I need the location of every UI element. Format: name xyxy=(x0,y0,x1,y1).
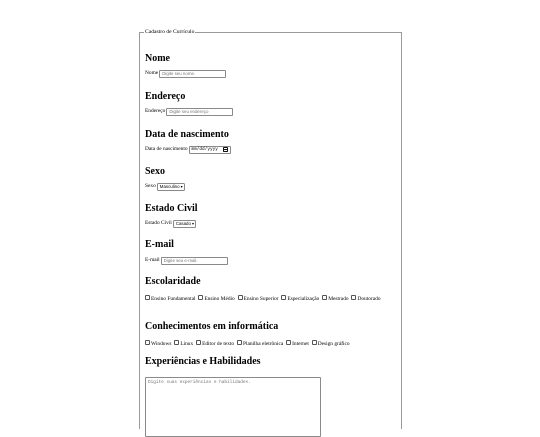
label-endereco: Endereço xyxy=(145,108,166,114)
label-nome: Nome xyxy=(145,70,159,76)
birthdate-value: mm/dd/yyyy xyxy=(191,147,218,152)
label-estado-civil: Estado Civil xyxy=(145,220,172,226)
label-sexo: Sexo xyxy=(145,183,156,189)
checkbox[interactable] xyxy=(145,340,150,345)
checkbox[interactable] xyxy=(196,340,201,345)
heading-email: E-mail xyxy=(145,239,174,250)
informatica-option[interactable]: Planilha eletrônica xyxy=(237,341,283,347)
label-nascimento: Data de nascimento xyxy=(145,146,188,152)
heading-nome: Nome xyxy=(145,53,170,64)
checkbox[interactable] xyxy=(286,340,291,345)
birthdate-input[interactable] xyxy=(189,146,231,154)
heading-experiencias: Experiências e Habilidades xyxy=(145,356,261,367)
informatica-option[interactable]: Windows xyxy=(145,341,171,347)
escolaridade-option[interactable]: Ensino Fundamental xyxy=(145,296,195,302)
heading-escolaridade: Escolaridade xyxy=(145,276,201,287)
checkbox[interactable] xyxy=(238,295,243,300)
informatica-option[interactable]: Internet xyxy=(286,341,309,347)
estado-civil-selected: Casado xyxy=(175,221,191,226)
sexo-selected: Masculino xyxy=(159,184,180,189)
heading-endereco: Endereço xyxy=(145,91,186,102)
escolaridade-option[interactable]: Ensino Superior xyxy=(238,296,279,302)
checkbox[interactable] xyxy=(322,295,327,300)
informatica-option[interactable]: Editor de texto xyxy=(196,341,234,347)
checkbox[interactable] xyxy=(145,295,150,300)
chevron-down-icon: ▾ xyxy=(180,184,183,189)
escolaridade-option[interactable]: Ensino Médio xyxy=(198,296,234,302)
checkbox[interactable] xyxy=(351,295,356,300)
checkbox[interactable] xyxy=(281,295,286,300)
informatica-option[interactable]: Linux xyxy=(174,341,193,347)
nome-input[interactable] xyxy=(159,70,226,78)
escolaridade-option[interactable]: Doutorado xyxy=(351,296,380,302)
checkbox[interactable] xyxy=(174,340,179,345)
heading-estado-civil: Estado Civil xyxy=(145,203,198,214)
form-legend: Cadastro de Currículo xyxy=(145,29,195,35)
chevron-down-icon: ▾ xyxy=(191,221,194,226)
heading-nascimento: Data de nascimento xyxy=(145,129,229,140)
checkbox[interactable] xyxy=(312,340,317,345)
sexo-select[interactable] xyxy=(157,183,185,191)
escolaridade-option[interactable]: Especialização xyxy=(281,296,319,302)
heading-informatica: Conhecimentos em informática xyxy=(145,321,279,332)
curriculum-form xyxy=(139,29,402,429)
calendar-icon[interactable] xyxy=(223,147,228,152)
escolaridade-option[interactable]: Mestrado xyxy=(322,296,348,302)
checkbox[interactable] xyxy=(198,295,203,300)
label-email: E-mail xyxy=(145,257,160,263)
informatica-option[interactable]: Design gráfico xyxy=(312,341,350,347)
checkbox[interactable] xyxy=(237,340,242,345)
email-input[interactable] xyxy=(161,257,228,265)
endereco-input[interactable] xyxy=(166,108,233,116)
heading-sexo: Sexo xyxy=(145,166,165,177)
experiencias-textarea[interactable] xyxy=(145,377,321,437)
estado-civil-select[interactable] xyxy=(173,220,196,228)
